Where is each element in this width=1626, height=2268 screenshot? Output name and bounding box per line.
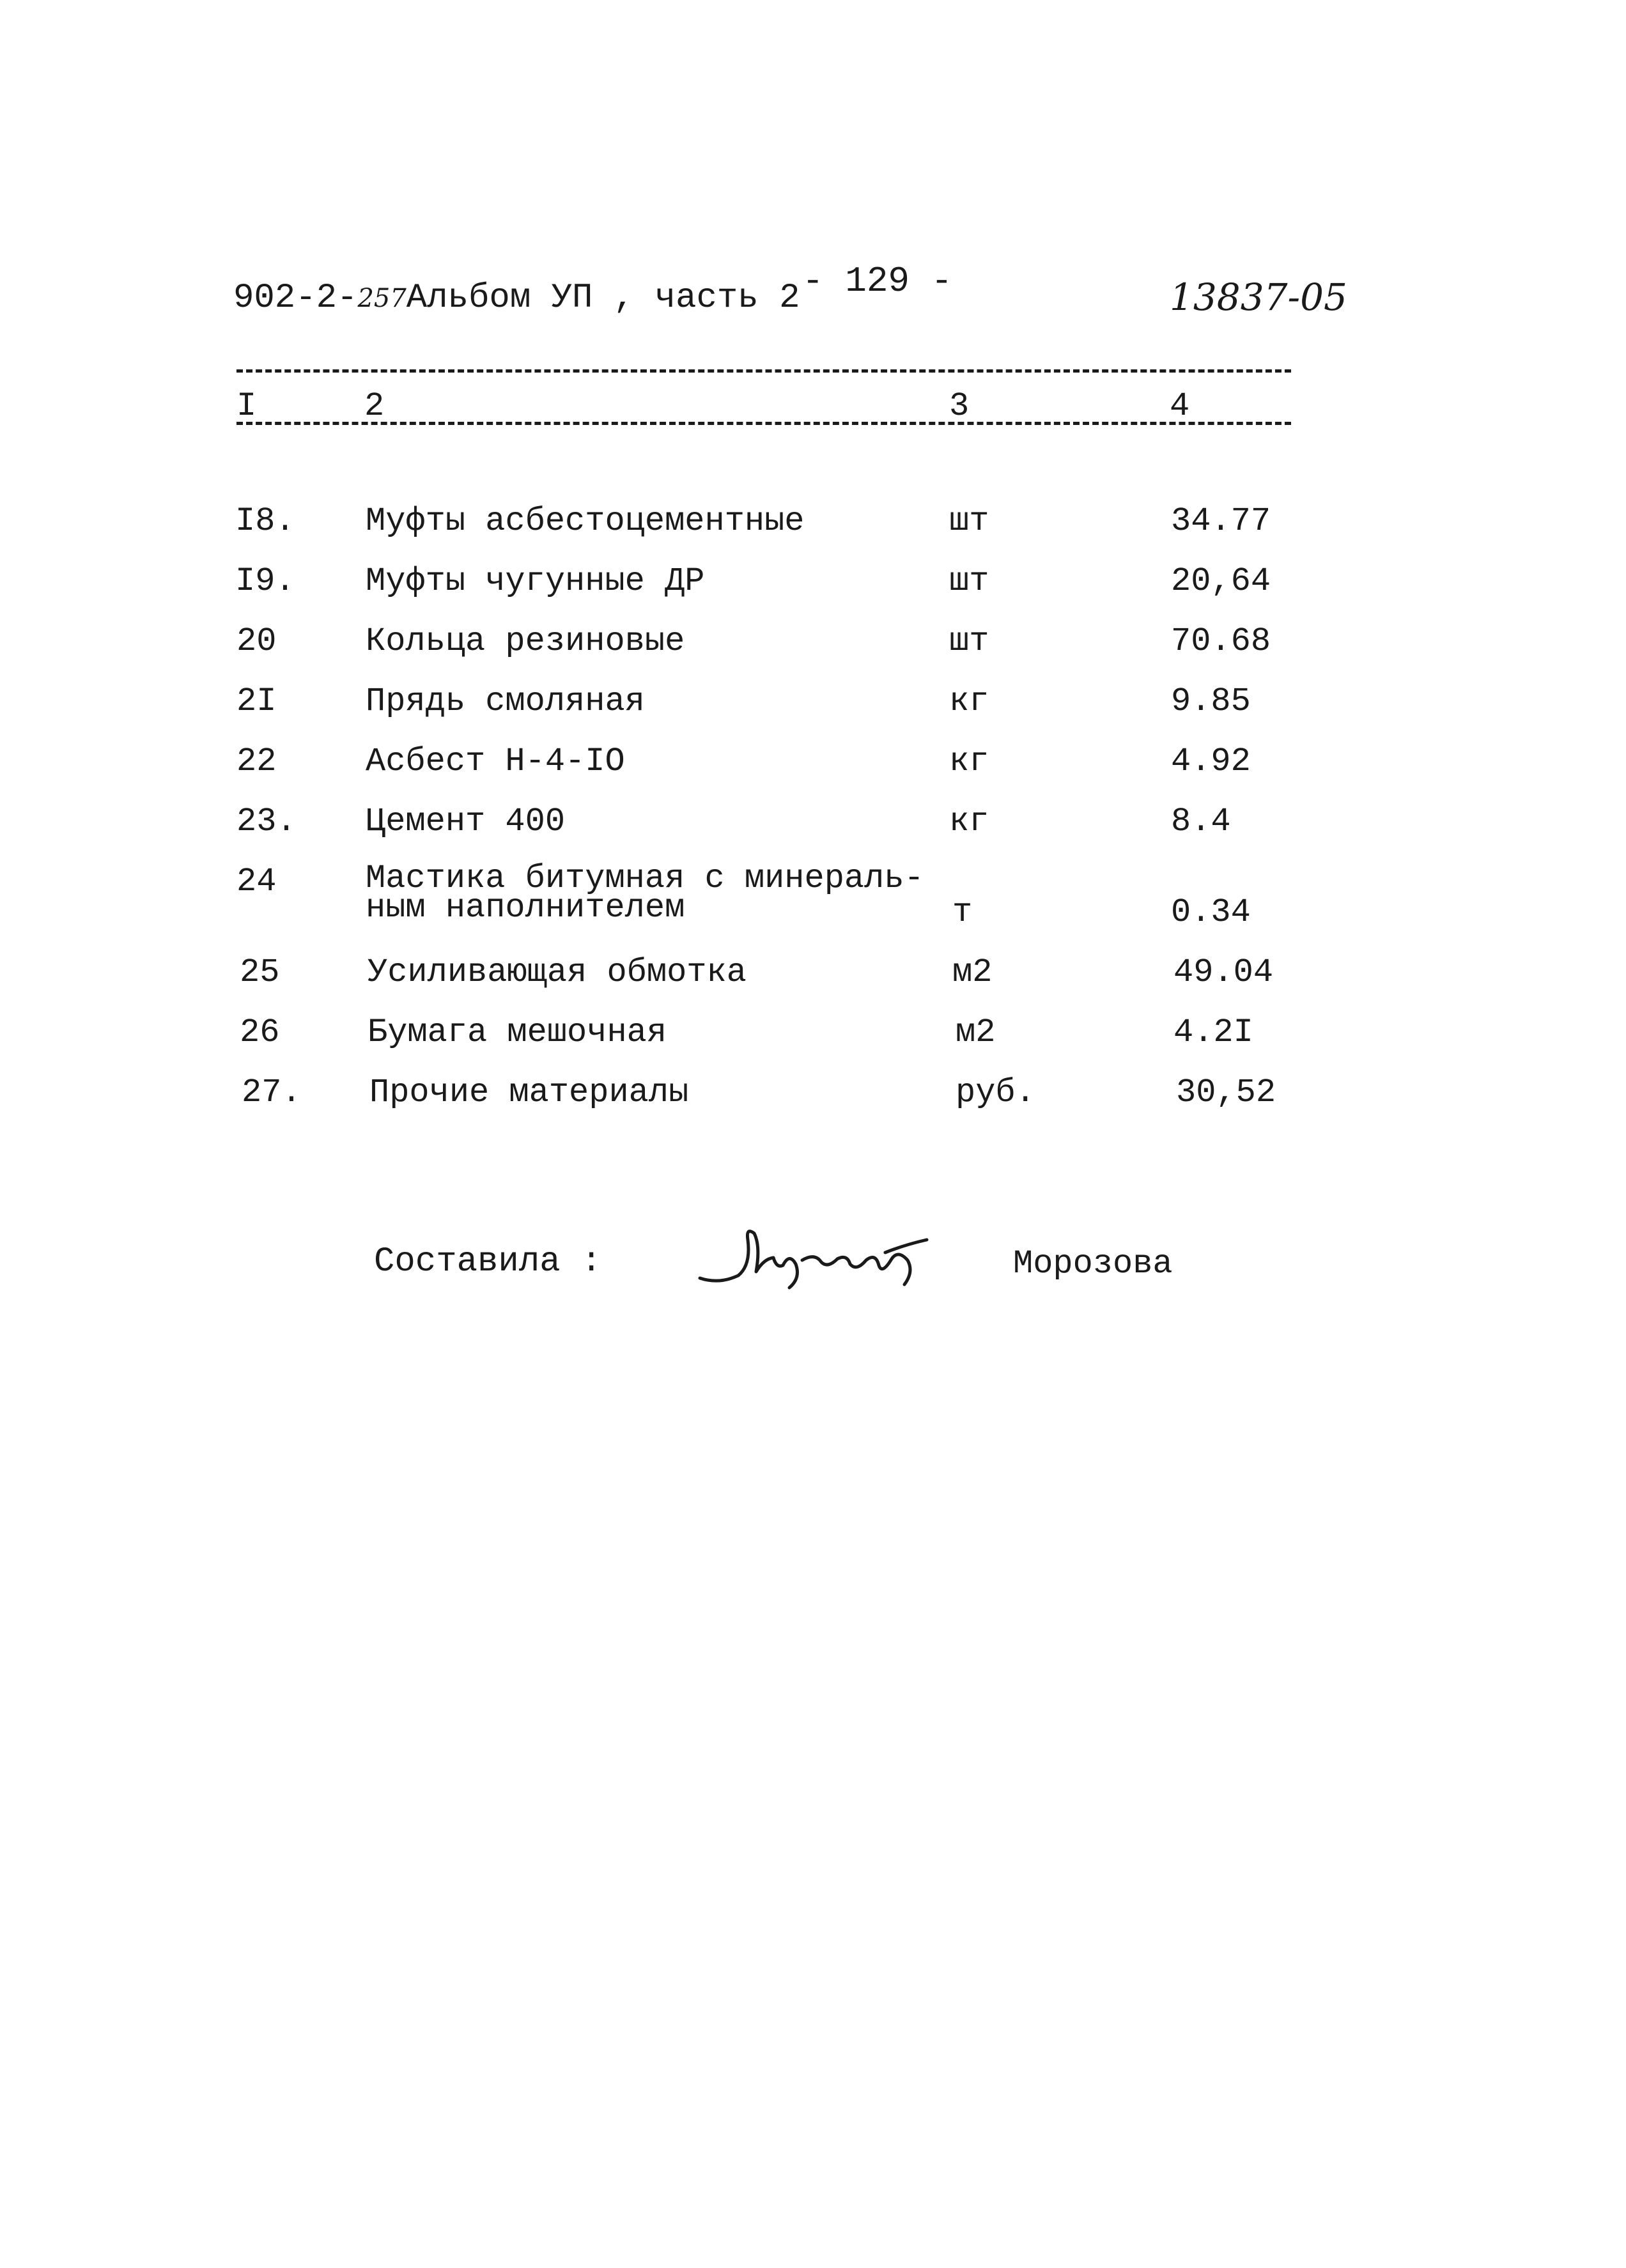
material-name-line-1: Мастика битумная с минераль-: [366, 860, 924, 897]
row-number: 2I: [236, 683, 277, 720]
unit: шт: [949, 562, 989, 600]
column-header-3: 3: [949, 387, 970, 425]
material-name: Усиливающая обмотка: [368, 953, 747, 991]
quantity: 70.68: [1171, 622, 1271, 660]
document-code-typed: 902-2-: [233, 279, 358, 318]
compiler-name: Морозова: [1013, 1245, 1173, 1283]
quantity: 0.34: [1171, 893, 1251, 931]
unit: м2: [952, 953, 993, 991]
unit: м2: [956, 1014, 996, 1051]
row-number: 24: [236, 863, 277, 900]
unit: кг: [949, 683, 989, 720]
quantity: 49.04: [1173, 953, 1274, 991]
row-number: 25: [240, 953, 280, 991]
quantity: 4.2I: [1173, 1014, 1253, 1051]
column-header-4: 4: [1170, 387, 1190, 425]
table-top-rule: [236, 369, 1291, 373]
row-number: 26: [240, 1014, 280, 1051]
quantity: 20,64: [1171, 562, 1271, 600]
table-header-rule: [236, 422, 1291, 425]
document-code: [233, 281, 800, 316]
compiled-by-label: Составила :: [374, 1242, 602, 1281]
row-number: 27.: [242, 1074, 302, 1111]
column-header-2: 2: [364, 387, 385, 425]
archive-number: 13837-05: [1170, 275, 1347, 319]
material-name: Прочие материалы: [369, 1074, 689, 1111]
material-name: Муфты чугунные ДР: [366, 562, 705, 600]
unit: шт: [949, 622, 989, 660]
unit: шт: [949, 502, 989, 540]
row-number: 20: [236, 622, 277, 660]
document-code-handwritten: 257: [357, 284, 407, 313]
row-number: 23.: [236, 803, 297, 840]
unit: кг: [949, 803, 989, 840]
row-number: I8.: [235, 502, 295, 540]
unit: руб.: [956, 1074, 1035, 1111]
unit: т: [952, 893, 973, 931]
handwritten-signature: [693, 1214, 936, 1297]
quantity: 8.4: [1171, 803, 1231, 840]
page-number: - 129 -: [802, 261, 953, 302]
row-number: I9.: [235, 562, 295, 600]
album-part: Альбом УП , часть 2: [406, 279, 800, 318]
unit: кг: [949, 743, 989, 780]
quantity: 30,52: [1176, 1074, 1276, 1111]
material-name: Асбест Н-4-IO: [366, 743, 625, 780]
column-header-1: I: [236, 387, 257, 425]
material-name: Муфты асбестоцементные: [366, 502, 805, 540]
material-name-line-2: ным наполнителем: [366, 889, 685, 927]
material-name: Прядь смоляная: [366, 683, 645, 720]
row-number: 22: [236, 743, 277, 780]
material-name: [366, 860, 924, 927]
material-name: Цемент 400: [366, 803, 566, 840]
material-name: Бумага мешочная: [368, 1014, 667, 1051]
quantity: 4.92: [1171, 743, 1251, 780]
quantity: 34.77: [1171, 502, 1271, 540]
quantity: 9.85: [1171, 683, 1251, 720]
material-name: Кольца резиновые: [366, 622, 685, 660]
signature-text: Морозова: [693, 1214, 697, 1215]
